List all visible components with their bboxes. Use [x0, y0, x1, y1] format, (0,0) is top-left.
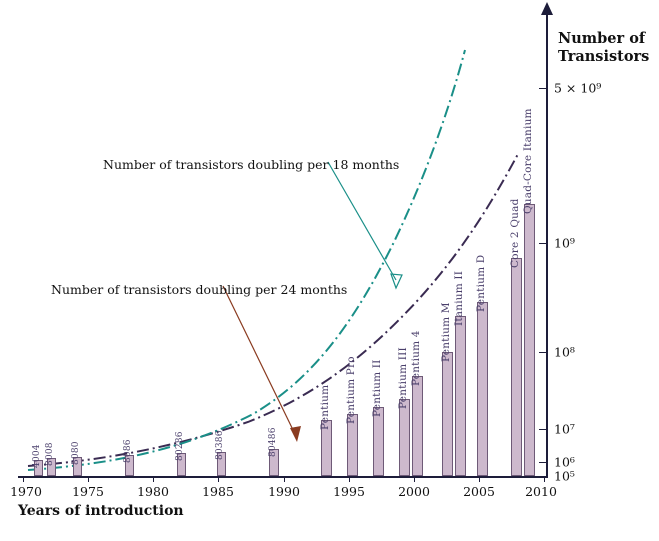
y-axis-arrow-icon: [541, 2, 553, 15]
leader-arrow-18-months: [391, 274, 402, 288]
x-axis-line: [18, 476, 548, 478]
x-tick-1995: [349, 476, 350, 482]
plot-area: [10, 14, 602, 499]
bar-label-80486: 80486: [268, 427, 278, 457]
bar-label-pentium: Pentium: [319, 384, 331, 430]
trend-curves: [18, 14, 548, 480]
bar-label-core-2-quad: Core 2 Quad: [509, 198, 521, 268]
bar-core-2-quad: [511, 258, 522, 476]
bar-label-80386: 80386: [215, 430, 225, 460]
annotation-doubling-24-months: Number of transistors doubling per 24 months: [51, 282, 348, 297]
x-tick-label-2005: 2005: [463, 484, 495, 499]
y-tick-5e9: [539, 88, 547, 89]
y-tick-label-1e6: 10⁶: [554, 454, 575, 470]
y-tick-label-1e8: 10⁸: [554, 344, 575, 360]
leader-line-24-months: [223, 286, 295, 434]
x-tick-label-2010: 2010: [525, 484, 557, 499]
bar-label-quad-core-itanium: Quad-Core Itanium: [522, 108, 534, 214]
bar-label-pentium-pro: Pentium Pro: [345, 356, 357, 424]
x-tick-label-1985: 1985: [202, 484, 234, 499]
bar-pentium-ii: [373, 407, 384, 476]
x-tick-1970: [23, 476, 24, 482]
y-axis-line: [546, 14, 548, 478]
y-tick-1e9: [539, 243, 547, 244]
y-tick-label-1e7: 10⁷: [554, 421, 575, 437]
y-tick-1e5: [539, 476, 547, 477]
leader-line-18-months: [328, 162, 396, 280]
y-tick-1e8: [539, 352, 547, 353]
x-tick-label-1990: 1990: [268, 484, 300, 499]
bar-quad-core-itanium: [524, 204, 535, 476]
bar-itanium-ii: [455, 316, 466, 476]
x-axis-title: Years of introduction: [18, 503, 184, 519]
x-tick-1975: [88, 476, 89, 482]
bar-label-itanium-ii: Itanium II: [453, 270, 465, 326]
y-tick-label-1e5: 10⁵: [554, 468, 575, 484]
y-tick-label-1e9: 10⁹: [554, 235, 575, 251]
y-axis-title-line2: Transistors: [558, 48, 650, 66]
leader-arrow-24-months: [290, 426, 301, 442]
bar-label-4004: 4004: [32, 444, 42, 468]
bar-pentium-m: [442, 352, 453, 476]
x-tick-label-1970: 1970: [10, 484, 42, 499]
x-tick-label-1980: 1980: [137, 484, 169, 499]
bar-label-80286: 80286: [175, 431, 185, 461]
annotation-doubling-18-months: Number of transistors doubling per 18 months: [103, 157, 400, 172]
bar-label-pentium-iii: Pentium III: [397, 347, 409, 409]
bar-label-8008: 8008: [45, 442, 55, 466]
bar-label-pentium-4: Pentium 4: [410, 330, 422, 386]
bar-pentium-4: [412, 376, 423, 476]
y-tick-1e6: [539, 462, 547, 463]
bar-label-pentium-ii: Pentium II: [371, 359, 383, 417]
x-tick-1990: [284, 476, 285, 482]
y-axis-title-line1: Number of: [558, 30, 646, 47]
bar-pentium-iii: [399, 399, 410, 476]
x-tick-2005: [479, 476, 480, 482]
bar-label-pentium-m: Pentium M: [440, 302, 452, 362]
y-axis-title: [558, 30, 649, 66]
x-tick-label-2000: 2000: [398, 484, 430, 499]
x-tick-label-1995: 1995: [333, 484, 365, 499]
y-tick-label-5e9: 5 × 10⁹: [554, 80, 602, 96]
x-tick-2000: [414, 476, 415, 482]
y-tick-1e7: [539, 429, 547, 430]
bar-label-8080: 8080: [71, 441, 81, 465]
x-tick-1980: [153, 476, 154, 482]
bar-pentium-d: [477, 302, 488, 476]
bar-label-pentium-d: Pentium D: [475, 254, 487, 312]
bar-label-8086: 8086: [123, 439, 133, 463]
x-tick-1985: [218, 476, 219, 482]
x-tick-label-1975: 1975: [72, 484, 104, 499]
